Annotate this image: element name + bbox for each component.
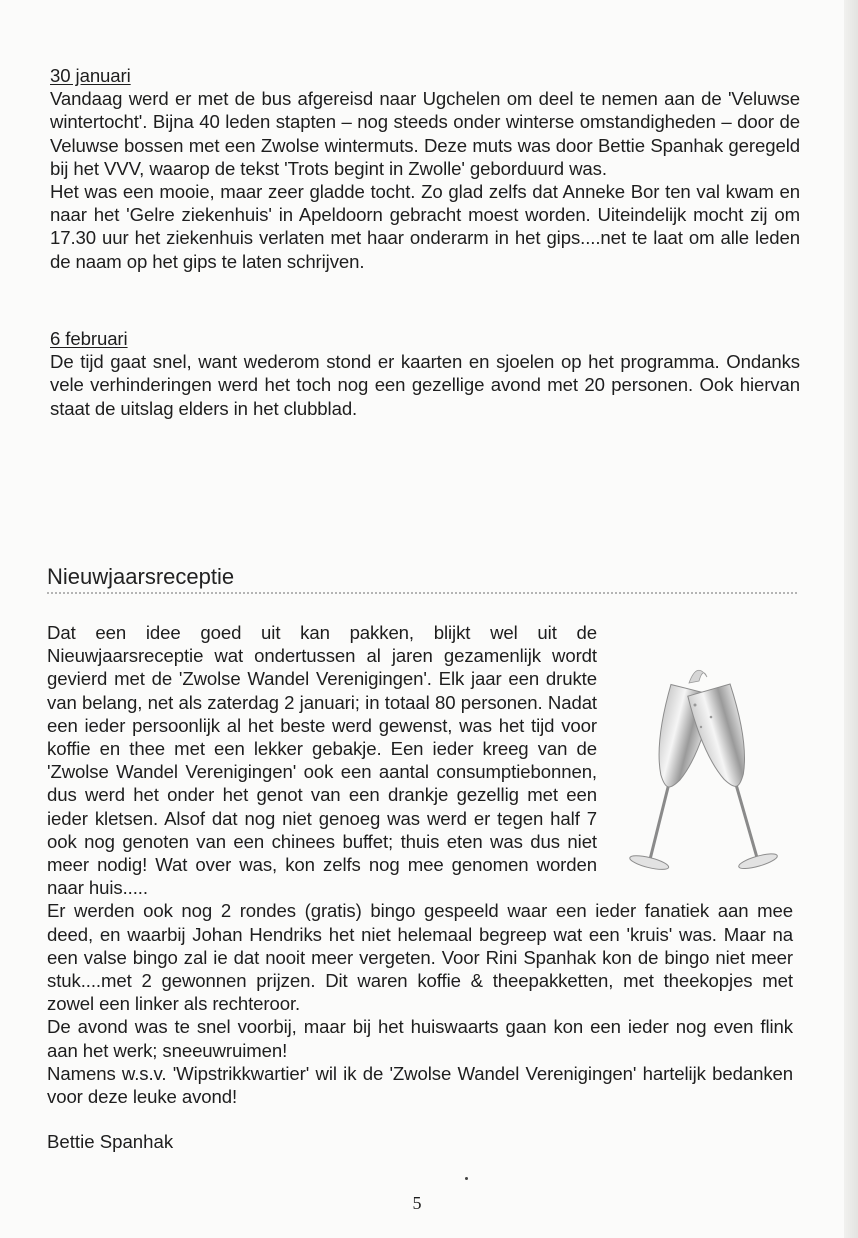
section-paragraph: Dat een idee goed uit kan pakken, blijkt wel uit de Nieuwjaarsreceptie wat ondertussen al jaren gezamenlijk wordt gevierd met de 'Zwolse Wandel Verenigingen'. Elk jaar een drukte van belang, net als zaterdag 2 januari; in totaal 80 personen. Nadat een ieder persoonlijk al het beste werd gewenst, was het tijd voor koffie en thee met een lekker gebakje. Een ieder kreeg van de 'Zwolse Wandel Verenigingen' ook een aantal consumptiebonnen, dus werd het onder het genot van een drankje gezellig met een ieder kletsen. Alsof dat nog niet genoeg was werd er tegen half 7 ook nog genoten van een chinees buffet; thuis eten was dus niet meer nodig! Wat over was, kon zelfs nog mee genomen worden naar huis..... [47, 622, 597, 899]
signature: Bettie Spanhak [47, 1131, 174, 1152]
section-divider [47, 592, 797, 594]
print-speck [465, 1177, 468, 1180]
page-edge [844, 0, 858, 1238]
section-paragraph: Namens w.s.v. 'Wipstrikkwartier' wil ik de 'Zwolse Wandel Verenigingen' hartelijk bedanken voor deze leuke avond! [47, 1062, 793, 1108]
section-body [47, 621, 793, 1108]
section-paragraph: De avond was te snel voorbij, maar bij het huiswaarts gaan kon een ieder nog even flink aan het werk; sneeuwruimen! [47, 1016, 793, 1061]
entry-date: 6 februari [50, 328, 128, 349]
section-heading: Nieuwjaarsreceptie [47, 564, 235, 589]
entry-paragraph: De tijd gaat snel, want wederom stond er kaarten en sjoelen op het programma. Ondanks vele verhinderingen werd het toch nog een gezellige avond met 20 personen. Ook hiervan staat de uitslag elders in het clubblad. [50, 351, 800, 419]
entry-date: 30 januari [50, 65, 131, 86]
diary-entry-30-januari [50, 64, 800, 273]
diary-entry-6-februari [50, 327, 800, 420]
section-paragraph: Er werden ook nog 2 rondes (gratis) bingo gespeeld waar een ieder fanatiek aan mee deed, en waarbij Johan Hendriks het niet helemaal begreep wat een 'kruis' was. Maar na een valse bingo zal ie dat nooit meer vergeten. Voor Rini Spanhak kon de bingo niet meer stuk....met 2 gewonnen prijzen. Dit waren koffie & theepakketten, met theekopjes met zowel een linker als rechteroor. [47, 900, 793, 1015]
page-number: 5 [412, 1193, 422, 1213]
champagne-glasses-icon [611, 647, 793, 897]
entry-paragraph: Vandaag werd er met de bus afgereisd naar Ugchelen om deel te nemen aan de 'Veluwse wintertocht'. Bijna 40 leden stapten – nog steeds onder winterse omstandigheden – door de Veluwse bossen met een Zwolse wintermuts. Deze muts was door Bettie Spanhak geregeld bij het VVV, waarop de tekst 'Trots begint in Zwolle' geborduurd was. [50, 88, 800, 179]
entry-paragraph: Het was een mooie, maar zeer gladde tocht. Zo glad zelfs dat Anneke Bor ten val kwam en naar het 'Gelre ziekenhuis' in Apeldoorn gebracht moest worden. Uiteindelijk mocht zij om 17.30 uur het ziekenhuis verlaten met haar onderarm in het gips....net te laat om alle leden de naam op het gips te laten schrijven. [50, 181, 800, 272]
